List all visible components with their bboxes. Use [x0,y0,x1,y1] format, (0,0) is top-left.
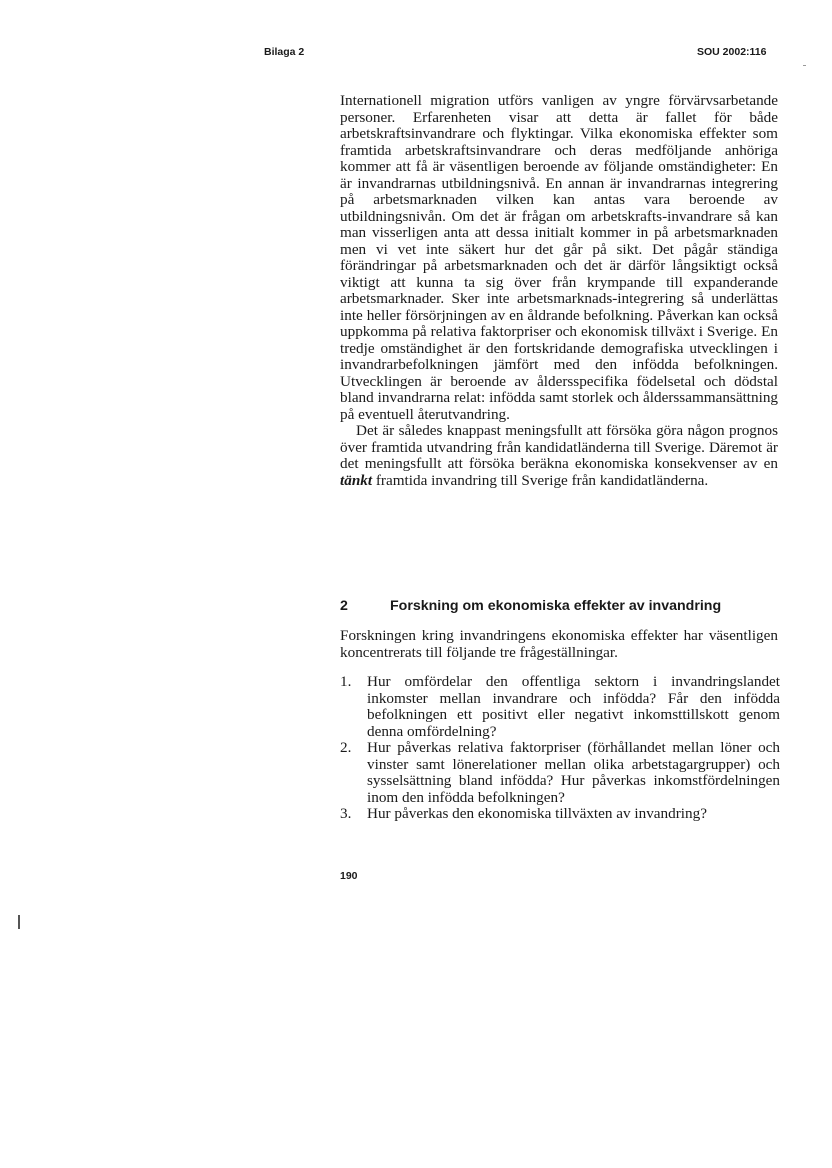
paragraph-2-before: Det är således knappast meningsfullt att försöka göra någon prognos över framtida utvandring från kandidatländerna till Sverige. Däremot är det meningsfullt att försöka beräkna ekonomiska konsekvenser av en [340,422,778,472]
body-text [340,93,778,489]
section-heading [340,598,780,614]
section-intro: Forskningen kring invandringens ekonomiska effekter har väsentligen koncentrerats till följande tre frågeställningar. [340,627,778,661]
paragraph-1 [340,93,778,423]
paragraph-1-end: infödda samt storlek och ålderssammansättning på eventuell återutvandring. [340,389,779,423]
paragraph-1-text: Internationell migration utförs vanligen av yngre förvärvsarbetande personer. Erfarenheten visar att detta är fallet för både arbetskraftsinvandrare och flyktingar. Vilka ekonomiska effekter som framtida arbetskraftsinvandrare och deras medföljande anhöriga kommer att få är väsentligen beroende av följande omständigheter: En är invandrarnas utbildningsnivå. En annan är invandrarnas integrering på arbetsmarknaden vilken kan antas vara beroende av utbildningsnivån. Om det är frågan om arbetskrafts-invandrare så kan man visserligen anta att dessa initialt kommer in på arbetsmarknaden men vi vet inte säkert hur det går på sikt. Det pågår ständiga förändringar på arbetsmarknaden och det är därför långsiktigt också viktigt att kunna ta sig över från krympande till expanderande arbetsmarknader. Sker inte arbetsmarknads-integrering så underlättas inte heller försörjningen av en åldrande befolkning. Påverkan kan också uppkomma på relativa faktorpriser och ekonomisk tillväxt i Sverige. En tredje omständighet är den fortskridande demografiska utvecklingen i invandrarbefolkningen jämfört med den infödda befolkningen. Utvecklingen är beroende av åldersspecifika födelsetal och dödstal bland invandrarna relat: [340,92,778,406]
running-header-right: SOU 2002:116 [697,46,767,58]
scan-mark-left-edge [18,915,20,929]
paragraph-2-after: framtida invandring till Sverige från kandidatländerna. [375,471,709,489]
running-header-left: Bilaga 2 [264,46,305,58]
list-item [340,740,780,806]
list-item-text: Hur påverkas relativa faktorpriser (förhållandet mellan löner och vinster samt lönerelationer mellan olika arbetstagargrupper) och sysselsättning bland infödda? Hur påverkas inkomstfördelningen inom den infödda befolkningen? [367,739,780,806]
paragraph-2-emphasis: tänkt [340,471,373,489]
list-item [340,806,780,823]
list-item-number: 1. [340,673,352,690]
question-list [340,674,780,823]
list-item-text: Hur omfördelar den offentliga sektorn i invandringslandet inkomster mellan invandrare och infödda? Får den infödda befolkningen ett positivt eller negativt inkomsttillskott genom denna omfördelning? [367,673,780,740]
scan-mark-right-edge [803,65,806,66]
list-item-text: Hur påverkas den ekonomiska tillväxten av invandring? [367,805,707,822]
list-item-number: 2. [340,739,352,756]
paragraph-2 [340,423,778,489]
list-item-number: 3. [340,805,352,822]
page-number: 190 [340,870,358,882]
section-number: 2 [340,598,348,614]
section-title: Forskning om ekonomiska effekter av invandring [390,598,722,614]
list-item [340,674,780,740]
